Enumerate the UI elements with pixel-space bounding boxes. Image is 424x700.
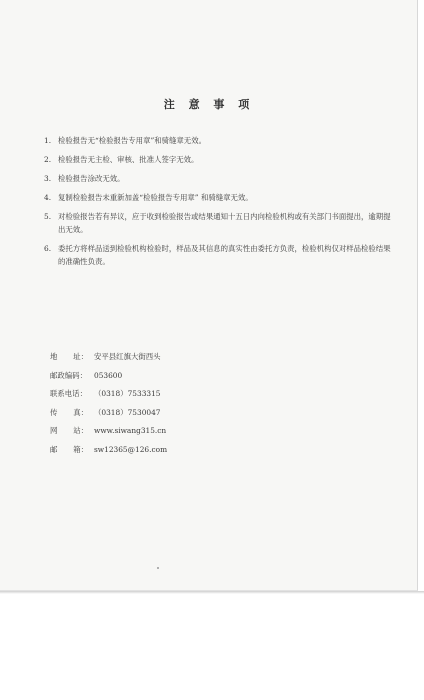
note-text: 检验报告无主检、审核、批准人签字无效。 <box>58 155 199 164</box>
address-label <box>50 352 88 362</box>
label-char: 地 <box>50 352 58 361</box>
scan-mark <box>157 567 159 569</box>
label-char: 站： <box>73 426 88 436</box>
label-char: 真： <box>73 407 88 417</box>
phone-value: （0318）7533315 <box>94 389 161 399</box>
address-value: 安平县红旗大街西头 <box>94 352 161 361</box>
note-text: 复制检验报告未重新加盖“检验报告专用章” 和骑缝章无效。 <box>58 193 253 202</box>
postcode-label: 邮政编码： <box>50 370 87 380</box>
postcode-row <box>50 371 167 381</box>
email-label <box>50 445 88 455</box>
note-text: 检验报告涂改无效。 <box>58 174 125 183</box>
note-text: 检验报告无“检验报告专用章”和骑缝章无效。 <box>58 136 206 145</box>
scan-edge <box>0 591 424 594</box>
page-title: 注 意 事 项 <box>163 98 255 111</box>
label-char: 网 <box>50 426 58 436</box>
note-text: 对检验报告若有异议，应于收到检验报告或结果通知十五日内向检验机构或有关部门书面提出，逾期提出无效。 <box>58 212 391 234</box>
note-number: 5. <box>44 212 52 221</box>
list-item <box>44 210 394 236</box>
postcode-value: 053600 <box>94 370 123 380</box>
label-char: 传 <box>50 407 58 417</box>
address-row <box>50 352 167 362</box>
email-value: sw12365@126.com <box>94 444 168 454</box>
note-number: 4. <box>44 193 52 202</box>
list-item <box>44 242 394 268</box>
note-number: 6. <box>44 244 52 253</box>
label-char: 址： <box>73 352 88 361</box>
contact-info <box>50 352 167 464</box>
note-number: 3. <box>44 174 52 183</box>
list-item <box>44 172 394 185</box>
list-item <box>44 134 394 147</box>
list-item <box>44 153 394 166</box>
website-label <box>50 426 88 436</box>
fax-value: （0318）7530047 <box>94 407 161 417</box>
email-row <box>50 445 167 455</box>
phone-label: 联系电话： <box>50 389 87 399</box>
notes-list <box>44 134 394 274</box>
note-number: 2. <box>44 155 52 164</box>
label-char: 箱： <box>73 444 88 454</box>
phone-row <box>50 389 167 399</box>
fax-label <box>50 408 88 418</box>
label-char: 邮 <box>50 444 58 454</box>
fax-row <box>50 408 167 418</box>
website-row <box>50 426 167 436</box>
website-value: www.siwang315.cn <box>94 426 167 436</box>
list-item <box>44 191 394 204</box>
note-text: 委托方将样品送到检验机构检验时，样品及其信息的真实性由委托方负责，检验机构仅对样品检验结果的准确性负责。 <box>58 244 391 266</box>
note-number: 1. <box>44 136 52 145</box>
